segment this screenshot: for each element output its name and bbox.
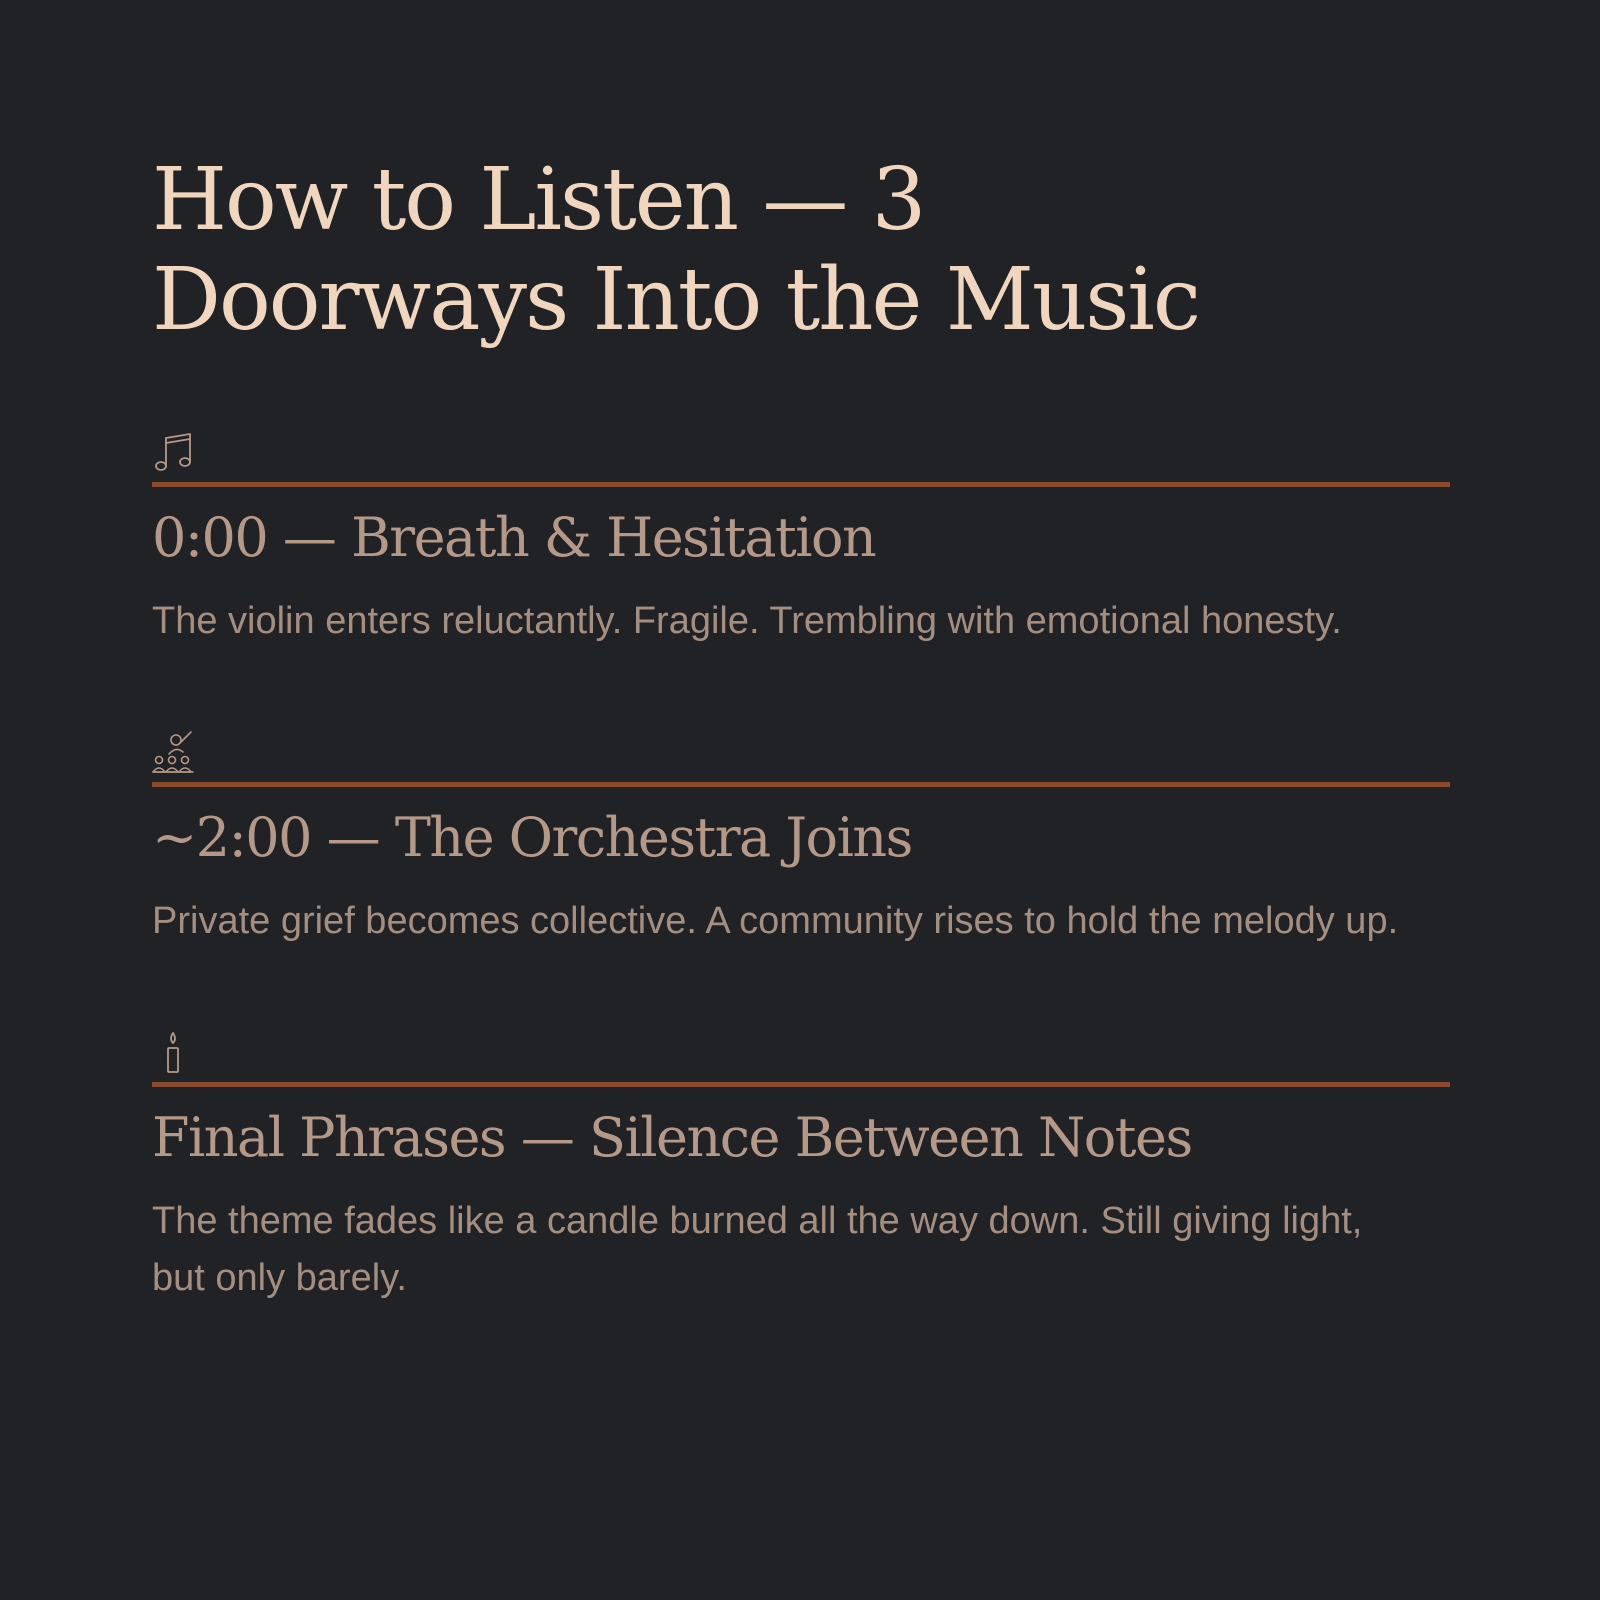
- section-heading: 0:00 — Breath & Hesitation: [152, 506, 876, 569]
- doorway-section-1: [152, 424, 1452, 650]
- section-body: The theme fades like a candle burned all the way down. Still giving light, but only barely.: [152, 1200, 1363, 1299]
- section-divider: [152, 782, 1450, 787]
- section-heading: Final Phrases — Silence Between Notes: [152, 1106, 1192, 1169]
- doorway-section-2: [152, 724, 1452, 950]
- section-body: Private grief becomes collective. A community rises to hold the melody up.: [152, 900, 1399, 942]
- orchestra-conductor-icon: [152, 730, 196, 774]
- section-heading: ~2:00 — The Orchestra Joins: [152, 806, 912, 869]
- section-divider: [152, 1082, 1450, 1087]
- candle-icon: [152, 1030, 196, 1074]
- section-divider: [152, 482, 1450, 487]
- music-note-icon: [152, 430, 196, 474]
- section-body: The violin enters reluctantly. Fragile. Trembling with emotional honesty.: [152, 600, 1342, 642]
- page-title: How to Listen — 3 Doorways Into the Music: [152, 150, 1200, 350]
- doorway-section-3: [152, 1024, 1452, 1307]
